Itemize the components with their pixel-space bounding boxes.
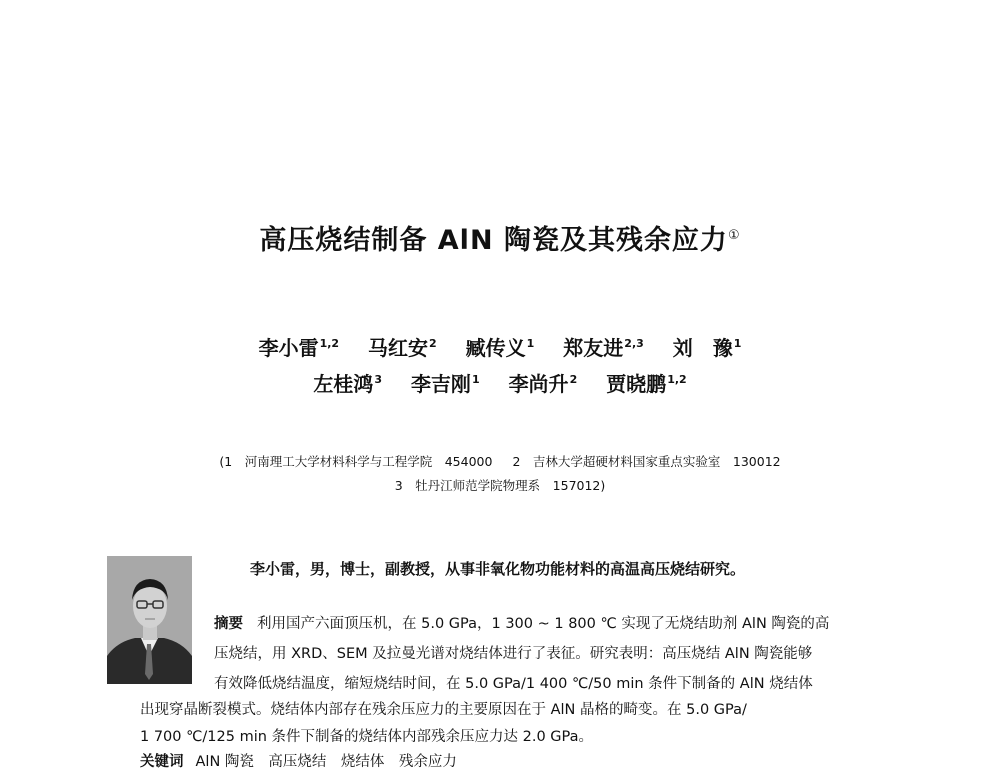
author (466, 332, 535, 361)
author-name: 马红安 (368, 336, 429, 360)
author-name: 贾晓鹏 (606, 372, 667, 396)
author-affiliation-mark: 1,2 (319, 337, 340, 351)
title-footnote-mark: ① (727, 228, 741, 243)
author (411, 368, 480, 397)
author-bio: 李小雷，男，博士，副教授，从事非氧化物功能材料的高温高压烧结研究。 (250, 560, 746, 578)
author-affiliation-mark: 1 (733, 337, 742, 351)
author-photo (107, 556, 192, 684)
author (509, 368, 578, 397)
keywords-text: AlN 陶瓷 高压烧结 烧结体 残余应力 (195, 754, 457, 770)
author-name: 李小雷 (258, 336, 319, 360)
abstract-text: 利用国产六面顶压机，在 5.0 GPa，1 300 ~ 1 800 ℃ 实现了无烧结助剂 AlN 陶瓷的高 (257, 616, 830, 632)
author-affiliation-mark: 1,2 (667, 373, 687, 387)
author-affiliation-mark: 2,3 (624, 337, 644, 351)
author-name: 左桂鸿 (313, 372, 374, 396)
title-text: 高压烧结制备 AlN 陶瓷及其残余应力 (259, 225, 728, 256)
author-affiliation-mark: 1 (471, 373, 480, 387)
abstract-line (214, 609, 904, 639)
affiliation: 2 吉林大学超硬材料国家重点实验室 130012 (512, 454, 781, 469)
author-name: 刘 豫 (672, 336, 733, 360)
paper-title (0, 218, 1000, 257)
author (563, 332, 644, 361)
keywords-label: 关键词 (140, 754, 184, 770)
author (368, 332, 437, 361)
affiliation: (1 河南理工大学材料科学与工程学院 454000 (219, 454, 493, 469)
keywords (140, 750, 910, 771)
abstract-line: 1 700 ℃/125 min 条件下制备的烧结体内部残余压应力达 2.0 GPa。 (140, 729, 594, 745)
abstract-line: 压烧结，用 XRD、SEM 及拉曼光谱对烧结体进行了表征。研究表明：高压烧结 AlN 陶瓷能够 (214, 646, 813, 662)
authors-row-1 (0, 332, 1000, 361)
author (313, 368, 382, 397)
author-affiliation-mark: 3 (374, 373, 382, 387)
affiliations-row-2 (0, 476, 1000, 494)
author-name: 郑友进 (563, 336, 624, 360)
author (606, 368, 687, 397)
author-affiliation-mark: 1 (526, 337, 535, 351)
author-affiliation-mark: 2 (569, 373, 578, 387)
author (673, 332, 742, 361)
author-name: 臧传义 (465, 336, 526, 360)
affiliation: 3 牡丹江师范学院物理系 157012) (394, 478, 606, 493)
author-name: 李吉刚 (410, 372, 471, 396)
author (259, 332, 340, 361)
abstract-line: 出现穿晶断裂模式。烧结体内部存在残余压应力的主要原因在于 AlN 晶格的畸变。在 5.0 GPa/ (140, 702, 747, 718)
affiliations-row-1 (0, 452, 1000, 470)
abstract-label: 摘要 (214, 616, 243, 632)
abstract-line: 有效降低烧结温度，缩短烧结时间，在 5.0 GPa/1 400 ℃/50 min 条件下制备的 AlN 烧结体 (214, 676, 813, 692)
authors-row-2 (0, 368, 1000, 397)
author-name: 李尚升 (508, 372, 569, 396)
author-portrait-image (107, 556, 192, 684)
author-affiliation-mark: 2 (429, 337, 437, 351)
